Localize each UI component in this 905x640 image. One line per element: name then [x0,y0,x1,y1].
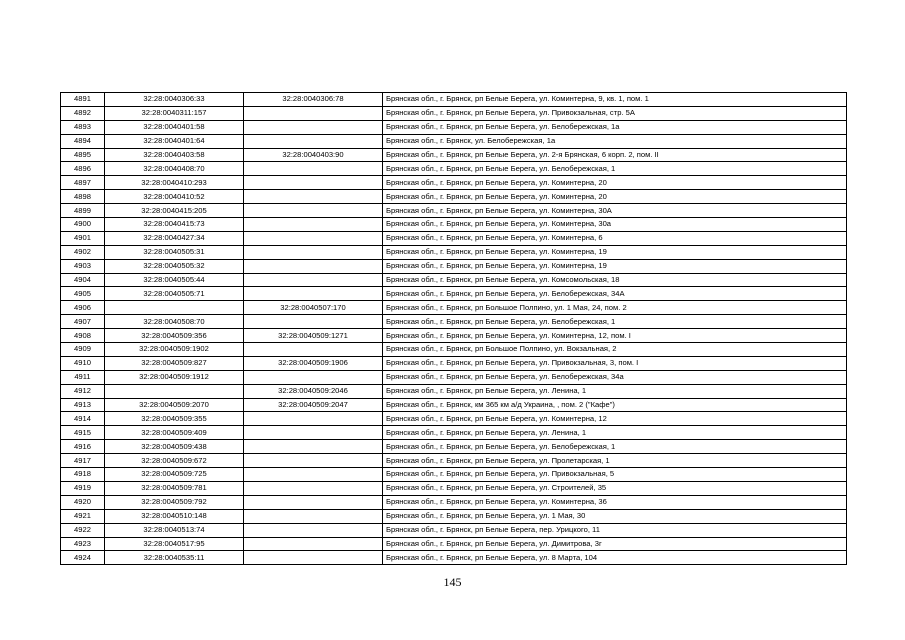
related-cadastral-number-cell [244,315,383,329]
related-cadastral-number-cell [244,245,383,259]
table-row [61,440,847,454]
cadastral-number-cell: 32:28:0040509:356 [105,329,244,343]
cadastral-number-cell: 32:28:0040510:148 [105,509,244,523]
address-cell: Брянская обл., г. Брянск, рп Белые Берега, ул. Белобережская, 1а [383,120,847,134]
cadastral-number-cell: 32:28:0040410:52 [105,190,244,204]
row-number-cell: 4919 [61,481,105,495]
row-number-cell: 4924 [61,551,105,565]
row-number-cell: 4914 [61,412,105,426]
table-row [61,106,847,120]
address-cell: Брянская обл., г. Брянск, рп Белые Берега, ул. Привокзальная, 3, пом. I [383,356,847,370]
address-cell: Брянская обл., г. Брянск, рп Белые Берега, ул. Коминтерна, 36 [383,495,847,509]
table-row [61,551,847,565]
table-row [61,495,847,509]
table-row [61,537,847,551]
address-cell: Брянская обл., г. Брянск, рп Белые Берега, ул. Коминтерна, 19 [383,259,847,273]
cadastral-number-cell: 32:28:0040513:74 [105,523,244,537]
address-cell: Брянская обл., г. Брянск, рп Белые Берега, ул. Ленина, 1 [383,426,847,440]
table-row [61,176,847,190]
related-cadastral-number-cell [244,426,383,440]
row-number-cell: 4918 [61,468,105,482]
row-number-cell: 4920 [61,495,105,509]
related-cadastral-number-cell [244,495,383,509]
address-cell: Брянская обл., г. Брянск, рп Белые Берега, ул. Белобережская, 34а [383,370,847,384]
address-cell: Брянская обл., г. Брянск, рп Белые Берега, ул. Коминтерна, 30а [383,218,847,232]
related-cadastral-number-cell [244,273,383,287]
row-number-cell: 4904 [61,273,105,287]
table-row [61,370,847,384]
table-row [61,384,847,398]
table-row [61,287,847,301]
table-row [61,509,847,523]
row-number-cell: 4916 [61,440,105,454]
table-row [61,231,847,245]
cadastral-number-cell: 32:28:0040509:355 [105,412,244,426]
address-cell: Брянская обл., г. Брянск, рп Белые Берега, ул. 8 Марта, 104 [383,551,847,565]
row-number-cell: 4893 [61,120,105,134]
related-cadastral-number-cell [244,287,383,301]
address-cell: Брянская обл., г. Брянск, рп Белые Берега, ул. Белобережская, 1 [383,440,847,454]
cadastral-number-cell: 32:28:0040415:205 [105,204,244,218]
registry-table [60,92,847,565]
table-row [61,468,847,482]
cadastral-number-cell: 32:28:0040517:95 [105,537,244,551]
related-cadastral-number-cell [244,509,383,523]
table-row [61,148,847,162]
row-number-cell: 4911 [61,370,105,384]
row-number-cell: 4903 [61,259,105,273]
table-row [61,218,847,232]
table-row [61,329,847,343]
cadastral-number-cell: 32:28:0040509:725 [105,468,244,482]
table-row [61,204,847,218]
row-number-cell: 4905 [61,287,105,301]
related-cadastral-number-cell [244,454,383,468]
cadastral-number-cell: 32:28:0040505:71 [105,287,244,301]
related-cadastral-number-cell: 32:28:0040509:1906 [244,356,383,370]
cadastral-number-cell: 32:28:0040401:64 [105,134,244,148]
row-number-cell: 4921 [61,509,105,523]
table-row [61,134,847,148]
row-number-cell: 4913 [61,398,105,412]
related-cadastral-number-cell: 32:28:0040509:1271 [244,329,383,343]
related-cadastral-number-cell [244,218,383,232]
address-cell: Брянская обл., г. Брянск, рп Большое Полпино, ул. 1 Мая, 24, пом. 2 [383,301,847,315]
address-cell: Брянская обл., г. Брянск, рп Белые Берега, ул. Коминтерна, 20 [383,176,847,190]
related-cadastral-number-cell [244,523,383,537]
related-cadastral-number-cell [244,343,383,357]
address-cell: Брянская обл., г. Брянск, рп Белые Берега, ул. Пролетарская, 1 [383,454,847,468]
row-number-cell: 4895 [61,148,105,162]
related-cadastral-number-cell [244,176,383,190]
address-cell: Брянская обл., г. Брянск, км 365 км а/д Украина, , пом. 2 ("Кафе") [383,398,847,412]
address-cell: Брянская обл., г. Брянск, рп Белые Берега, ул. Коминтерна, 12 [383,412,847,426]
cadastral-number-cell: 32:28:0040427:34 [105,231,244,245]
address-cell: Брянская обл., г. Брянск, рп Белые Берега, ул. Коминтерна, 30А [383,204,847,218]
table-row [61,412,847,426]
row-number-cell: 4909 [61,343,105,357]
registry-table-body [61,93,847,565]
related-cadastral-number-cell [244,120,383,134]
related-cadastral-number-cell [244,370,383,384]
address-cell: Брянская обл., г. Брянск, рп Белые Берега, ул. Коминтерна, 6 [383,231,847,245]
table-row [61,273,847,287]
cadastral-number-cell: 32:28:0040505:44 [105,273,244,287]
cadastral-number-cell: 32:28:0040403:58 [105,148,244,162]
address-cell: Брянская обл., г. Брянск, рп Белые Берега, ул. 1 Мая, 30 [383,509,847,523]
cadastral-number-cell: 32:28:0040509:827 [105,356,244,370]
table-row [61,301,847,315]
related-cadastral-number-cell [244,481,383,495]
address-cell: Брянская обл., г. Брянск, рп Большое Полпино, ул. Вокзальная, 2 [383,343,847,357]
row-number-cell: 4907 [61,315,105,329]
cadastral-number-cell: 32:28:0040509:438 [105,440,244,454]
address-cell: Брянская обл., г. Брянск, рп Белые Берега, ул. Белобережская, 1 [383,162,847,176]
cadastral-number-cell: 32:28:0040509:672 [105,454,244,468]
table-row [61,93,847,107]
table-row [61,426,847,440]
address-cell: Брянская обл., г. Брянск, рп Белые Берега, ул. Коминтерна, 12, пом. I [383,329,847,343]
cadastral-number-cell [105,384,244,398]
related-cadastral-number-cell: 32:28:0040507:170 [244,301,383,315]
cadastral-number-cell: 32:28:0040306:33 [105,93,244,107]
related-cadastral-number-cell [244,134,383,148]
row-number-cell: 4910 [61,356,105,370]
related-cadastral-number-cell [244,106,383,120]
row-number-cell: 4923 [61,537,105,551]
row-number-cell: 4912 [61,384,105,398]
cadastral-number-cell: 32:28:0040509:2070 [105,398,244,412]
address-cell: Брянская обл., г. Брянск, рп Белые Берега, пер. Урицкого, 11 [383,523,847,537]
cadastral-number-cell: 32:28:0040508:70 [105,315,244,329]
table-row [61,398,847,412]
table-row [61,245,847,259]
related-cadastral-number-cell: 32:28:0040509:2047 [244,398,383,412]
table-row [61,259,847,273]
cadastral-number-cell: 32:28:0040311:157 [105,106,244,120]
row-number-cell: 4891 [61,93,105,107]
address-cell: Брянская обл., г. Брянск, рп Белые Берега, ул. Коминтерна, 20 [383,190,847,204]
related-cadastral-number-cell [244,440,383,454]
row-number-cell: 4922 [61,523,105,537]
table-row [61,523,847,537]
related-cadastral-number-cell [244,162,383,176]
row-number-cell: 4897 [61,176,105,190]
row-number-cell: 4901 [61,231,105,245]
table-row [61,120,847,134]
table-row [61,315,847,329]
address-cell: Брянская обл., г. Брянск, рп Белые Берега, ул. Белобережская, 1 [383,315,847,329]
cadastral-number-cell: 32:28:0040509:1912 [105,370,244,384]
address-cell: Брянская обл., г. Брянск, рп Белые Берега, ул. 2-я Брянская, 6 корп. 2, пом. II [383,148,847,162]
table-row [61,454,847,468]
related-cadastral-number-cell [244,468,383,482]
related-cadastral-number-cell [244,551,383,565]
row-number-cell: 4915 [61,426,105,440]
row-number-cell: 4898 [61,190,105,204]
cadastral-number-cell: 32:28:0040509:1902 [105,343,244,357]
cadastral-number-cell: 32:28:0040401:58 [105,120,244,134]
row-number-cell: 4899 [61,204,105,218]
cadastral-number-cell: 32:28:0040509:792 [105,495,244,509]
related-cadastral-number-cell: 32:28:0040306:78 [244,93,383,107]
cadastral-number-cell: 32:28:0040535:11 [105,551,244,565]
table-row [61,190,847,204]
address-cell: Брянская обл., г. Брянск, рп Белые Берега, ул. Строителей, 35 [383,481,847,495]
address-cell: Брянская обл., г. Брянск, рп Белые Берега, ул. Димитрова, 3г [383,537,847,551]
address-cell: Брянская обл., г. Брянск, рп Белые Берега, ул. Комсомольская, 18 [383,273,847,287]
cadastral-number-cell: 32:28:0040505:31 [105,245,244,259]
related-cadastral-number-cell [244,412,383,426]
related-cadastral-number-cell: 32:28:0040509:2046 [244,384,383,398]
cadastral-number-cell [105,301,244,315]
row-number-cell: 4896 [61,162,105,176]
address-cell: Брянская обл., г. Брянск, рп Белые Берега, ул. Коминтерна, 19 [383,245,847,259]
address-cell: Брянская обл., г. Брянск, ул. Белобережская, 1а [383,134,847,148]
address-cell: Брянская обл., г. Брянск, рп Белые Берега, ул. Привокзальная, 5 [383,468,847,482]
related-cadastral-number-cell [244,259,383,273]
row-number-cell: 4902 [61,245,105,259]
address-cell: Брянская обл., г. Брянск, рп Белые Берега, ул. Привокзальная, стр. 5А [383,106,847,120]
table-row [61,343,847,357]
row-number-cell: 4908 [61,329,105,343]
row-number-cell: 4894 [61,134,105,148]
related-cadastral-number-cell [244,204,383,218]
cadastral-number-cell: 32:28:0040415:73 [105,218,244,232]
address-cell: Брянская обл., г. Брянск, рп Белые Берега, ул. Коминтерна, 9, кв. 1, пом. 1 [383,93,847,107]
cadastral-number-cell: 32:28:0040410:293 [105,176,244,190]
cadastral-number-cell: 32:28:0040505:32 [105,259,244,273]
address-cell: Брянская обл., г. Брянск, рп Белые Берега, ул. Ленина, 1 [383,384,847,398]
address-cell: Брянская обл., г. Брянск, рп Белые Берега, ул. Белобережская, 34А [383,287,847,301]
related-cadastral-number-cell: 32:28:0040403:90 [244,148,383,162]
row-number-cell: 4917 [61,454,105,468]
related-cadastral-number-cell [244,537,383,551]
row-number-cell: 4900 [61,218,105,232]
page-number: 145 [443,575,462,589]
row-number-cell: 4892 [61,106,105,120]
related-cadastral-number-cell [244,231,383,245]
cadastral-number-cell: 32:28:0040509:781 [105,481,244,495]
table-row [61,481,847,495]
cadastral-number-cell: 32:28:0040509:409 [105,426,244,440]
table-row [61,356,847,370]
table-row [61,162,847,176]
related-cadastral-number-cell [244,190,383,204]
cadastral-number-cell: 32:28:0040408:70 [105,162,244,176]
row-number-cell: 4906 [61,301,105,315]
